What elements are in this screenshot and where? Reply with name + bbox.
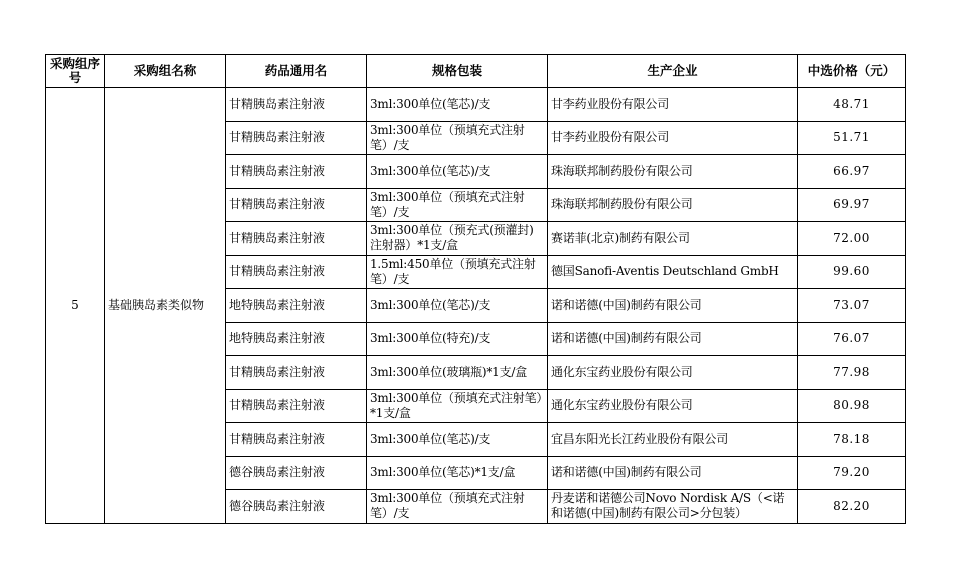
cell-drug-name: 德谷胰岛素注射液	[226, 456, 367, 490]
cell-spec: 3ml:300单位（预填充式注射笔）*1支/盒	[367, 389, 548, 423]
procurement-price-table	[45, 54, 906, 524]
cell-manufacturer: 甘李药业股份有限公司	[548, 88, 798, 122]
header-manufacturer: 生产企业	[548, 55, 798, 88]
cell-spec: 3ml:300单位(笔芯)/支	[367, 155, 548, 189]
cell-manufacturer: 宜昌东阳光长江药业股份有限公司	[548, 423, 798, 457]
header-price: 中选价格（元）	[798, 55, 906, 88]
cell-drug-name: 地特胰岛素注射液	[226, 289, 367, 323]
cell-group-no: 5	[46, 88, 105, 524]
cell-spec: 3ml:300单位(玻璃瓶)*1支/盒	[367, 356, 548, 390]
cell-spec: 3ml:300单位(笔芯)/支	[367, 423, 548, 457]
cell-drug-name: 甘精胰岛素注射液	[226, 121, 367, 155]
cell-price: 66.97	[798, 155, 906, 189]
cell-manufacturer: 德国Sanofi-Aventis Deutschland GmbH	[548, 255, 798, 289]
cell-price: 79.20	[798, 456, 906, 490]
table-header	[46, 55, 906, 88]
cell-spec: 3ml:300单位(特充)/支	[367, 322, 548, 356]
cell-manufacturer: 赛诺菲(北京)制药有限公司	[548, 222, 798, 256]
cell-manufacturer: 通化东宝药业股份有限公司	[548, 356, 798, 390]
cell-price: 76.07	[798, 322, 906, 356]
cell-drug-name: 德谷胰岛素注射液	[226, 490, 367, 524]
cell-manufacturer: 珠海联邦制药股份有限公司	[548, 188, 798, 222]
cell-drug-name: 甘精胰岛素注射液	[226, 356, 367, 390]
header-spec: 规格包装	[367, 55, 548, 88]
cell-price: 78.18	[798, 423, 906, 457]
cell-price: 51.71	[798, 121, 906, 155]
cell-price: 80.98	[798, 389, 906, 423]
cell-price: 69.97	[798, 188, 906, 222]
cell-price: 73.07	[798, 289, 906, 323]
cell-price: 48.71	[798, 88, 906, 122]
cell-spec: 3ml:300单位（预填充式注射笔）/支	[367, 490, 548, 524]
table-body	[46, 88, 906, 524]
header-drug-name: 药品通用名	[226, 55, 367, 88]
cell-price: 82.20	[798, 490, 906, 524]
cell-manufacturer: 丹麦诺和诺德公司Novo Nordisk A/S（<诺和诺德(中国)制药有限公司>分包装）	[548, 490, 798, 524]
cell-price: 72.00	[798, 222, 906, 256]
cell-group-name: 基础胰岛素类似物	[105, 88, 226, 524]
cell-manufacturer: 甘李药业股份有限公司	[548, 121, 798, 155]
cell-drug-name: 甘精胰岛素注射液	[226, 255, 367, 289]
cell-manufacturer: 诺和诺德(中国)制药有限公司	[548, 456, 798, 490]
cell-spec: 3ml:300单位(笔芯)/支	[367, 88, 548, 122]
cell-drug-name: 甘精胰岛素注射液	[226, 222, 367, 256]
cell-drug-name: 甘精胰岛素注射液	[226, 88, 367, 122]
header-group-name: 采购组名称	[105, 55, 226, 88]
cell-manufacturer: 通化东宝药业股份有限公司	[548, 389, 798, 423]
cell-spec: 3ml:300单位（预填充式注射笔）/支	[367, 121, 548, 155]
cell-drug-name: 甘精胰岛素注射液	[226, 389, 367, 423]
cell-price: 77.98	[798, 356, 906, 390]
header-group-no: 采购组序号	[46, 55, 105, 88]
cell-price: 99.60	[798, 255, 906, 289]
cell-spec: 3ml:300单位（预充式(预灌封)注射器）*1支/盒	[367, 222, 548, 256]
cell-drug-name: 甘精胰岛素注射液	[226, 188, 367, 222]
cell-spec: 3ml:300单位(笔芯)*1支/盒	[367, 456, 548, 490]
cell-drug-name: 甘精胰岛素注射液	[226, 155, 367, 189]
cell-drug-name: 甘精胰岛素注射液	[226, 423, 367, 457]
cell-spec: 3ml:300单位（预填充式注射笔）/支	[367, 188, 548, 222]
table-row	[46, 88, 906, 122]
cell-spec: 1.5ml:450单位（预填充式注射笔）/支	[367, 255, 548, 289]
cell-manufacturer: 诺和诺德(中国)制药有限公司	[548, 322, 798, 356]
cell-drug-name: 地特胰岛素注射液	[226, 322, 367, 356]
cell-manufacturer: 诺和诺德(中国)制药有限公司	[548, 289, 798, 323]
cell-spec: 3ml:300单位(笔芯)/支	[367, 289, 548, 323]
cell-manufacturer: 珠海联邦制药股份有限公司	[548, 155, 798, 189]
header-row	[46, 55, 906, 88]
